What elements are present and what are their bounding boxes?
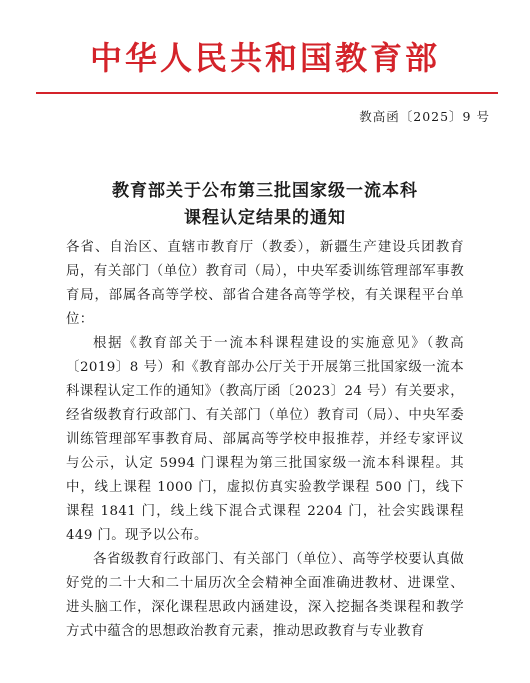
- body-paragraph-1: 根据《教育部关于一流本科课程建设的实施意见》（教高〔2019〕8 号）和《教育部办公厅关于开展第三批国家级一流本科课程认定工作的通知》（教高厅函〔2023〕24 号）有关要求，经省级教育行政部门、有关部门（单位）教育司（局）、中央军委训练管理部军事教育局、部属高等学校申报推荐，并经专家评议与公示，认定 5994 门课程为第三批国家级一流本科课程。其中，线上课程 1000 门，虚拟仿真实验教学课程 500 门，线下课程 1841 门，线上线下混合式课程 2204 门，社会实践课程 449 门。现予以公布。: [66, 336, 464, 543]
- addressee-paragraph: 各省、自治区、直辖市教育厅（教委），新疆生产建设兵团教育局，有关部门（单位）教育司（局），中央军委训练管理部军事教育局，部属各高等学校、部省合建各高等学校，有关课程平台单位：: [66, 240, 464, 327]
- title-line-1: 教育部关于公布第三批国家级一流本科: [112, 181, 418, 201]
- body-paragraph-2: 各省级教育行政部门、有关部门（单位）、高等学校要认真做好党的二十大和二十届历次全会精神全面准确进教材、进课堂、进头脑工作，深化课程思政内涵建设，深入挖掘各类课程和教学方式中蕴含的思想政治教育元素，推动思政教育与专业教育: [66, 552, 464, 639]
- title-line-2: 课程认定结果的通知: [184, 208, 346, 228]
- document-title: [0, 178, 530, 232]
- document-body: [66, 236, 464, 644]
- red-header-rule: [36, 92, 498, 94]
- issuing-organization-header: 中华人民共和国教育部: [89, 39, 440, 77]
- document-number: 教高函〔2025〕9 号: [359, 109, 490, 124]
